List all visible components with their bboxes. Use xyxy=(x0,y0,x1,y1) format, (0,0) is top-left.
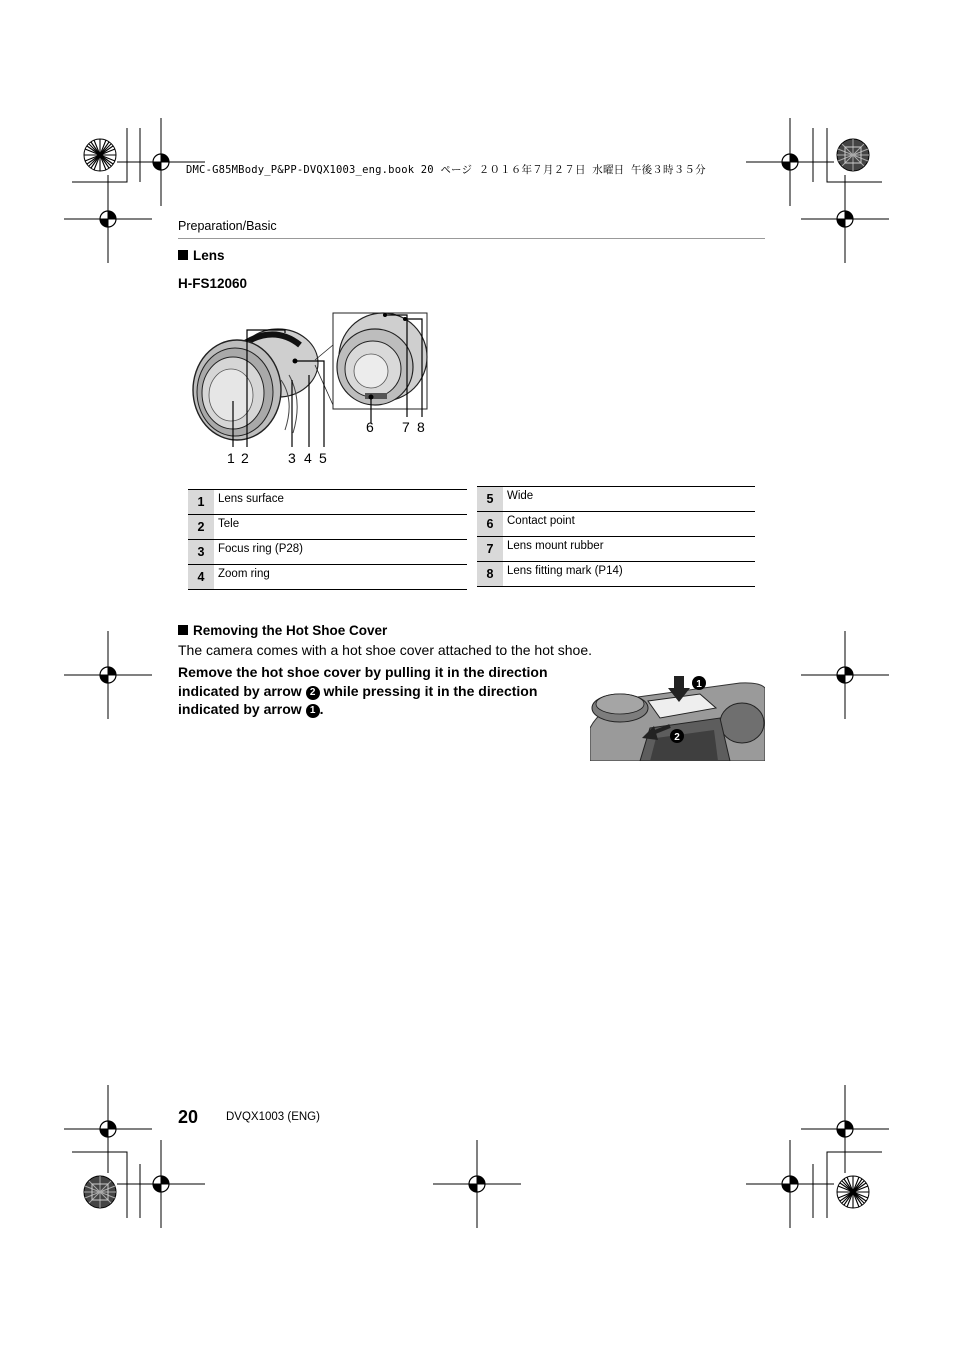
callout-1: 1 xyxy=(227,450,235,466)
part-number: 5 xyxy=(477,487,503,512)
figure-arrow-1-label: 1 xyxy=(696,679,702,690)
section-label: Preparation/Basic xyxy=(178,219,277,233)
document-code: DVQX1003 (ENG) xyxy=(226,1111,320,1123)
lens-heading-text: Lens xyxy=(193,248,225,263)
part-label: Wide xyxy=(503,487,755,512)
page-number: 20 xyxy=(178,1107,199,1127)
callout-7: 7 xyxy=(402,419,410,435)
callout-3: 3 xyxy=(288,450,296,466)
part-label: Zoom ring xyxy=(214,565,467,590)
instruction-text-2: while pressing it in the direction indicated by arrow xyxy=(178,682,538,717)
square-bullet-icon xyxy=(178,625,188,635)
instruction-text-3: . xyxy=(319,701,324,717)
callout-8: 8 xyxy=(417,419,425,435)
part-number: 1 xyxy=(188,490,214,515)
part-label: Focus ring (P28) xyxy=(214,540,467,565)
lens-heading xyxy=(178,248,225,263)
part-label: Tele xyxy=(214,515,467,540)
part-label: Lens mount rubber xyxy=(503,537,755,562)
part-label: Lens surface xyxy=(214,490,467,515)
arrow-2-badge-icon: 2 xyxy=(306,686,320,700)
table-row xyxy=(477,512,755,537)
part-label: Lens fitting mark (P14) xyxy=(503,562,755,587)
part-number: 8 xyxy=(477,562,503,587)
table-row xyxy=(188,490,467,515)
part-number: 4 xyxy=(188,565,214,590)
print-job-header: DMC-G85MBody_P&PP-DVQX1003_eng.book 20 ページ ２０１６年７月２７日 水曜日 午後３時３５分 xyxy=(186,164,706,176)
lens-front-illustration xyxy=(193,329,318,440)
square-bullet-icon xyxy=(178,250,188,260)
table-row xyxy=(477,562,755,587)
table-row xyxy=(188,540,467,565)
hotshoe-heading xyxy=(178,623,387,638)
table-row xyxy=(188,515,467,540)
callout-6: 6 xyxy=(366,419,374,435)
table-row xyxy=(477,537,755,562)
callout-4: 4 xyxy=(304,450,312,466)
callout-5: 5 xyxy=(319,450,327,466)
hotshoe-heading-text: Removing the Hot Shoe Cover xyxy=(193,623,388,638)
table-row xyxy=(188,565,467,590)
part-label: Contact point xyxy=(503,512,755,537)
arrow-1-badge-icon: 1 xyxy=(306,704,320,718)
part-number: 6 xyxy=(477,512,503,537)
parts-table-left xyxy=(188,489,467,590)
lens-model: H-FS12060 xyxy=(178,276,248,291)
header-divider xyxy=(178,238,765,239)
part-number: 7 xyxy=(477,537,503,562)
hotshoe-body: The camera comes with a hot shoe cover attached to the hot shoe. xyxy=(178,642,593,658)
lens-diagram xyxy=(185,305,445,475)
parts-table-right xyxy=(477,486,755,587)
callout-2: 2 xyxy=(241,450,249,466)
instruction-text-1: Remove the hot shoe cover by pulling it in the direction indicated by arrow xyxy=(178,664,548,699)
part-number: 3 xyxy=(188,540,214,565)
figure-arrow-2-label: 2 xyxy=(674,732,680,743)
table-row xyxy=(477,487,755,512)
part-number: 2 xyxy=(188,515,214,540)
hotshoe-instruction xyxy=(178,663,578,719)
hotshoe-illustration xyxy=(590,668,765,761)
